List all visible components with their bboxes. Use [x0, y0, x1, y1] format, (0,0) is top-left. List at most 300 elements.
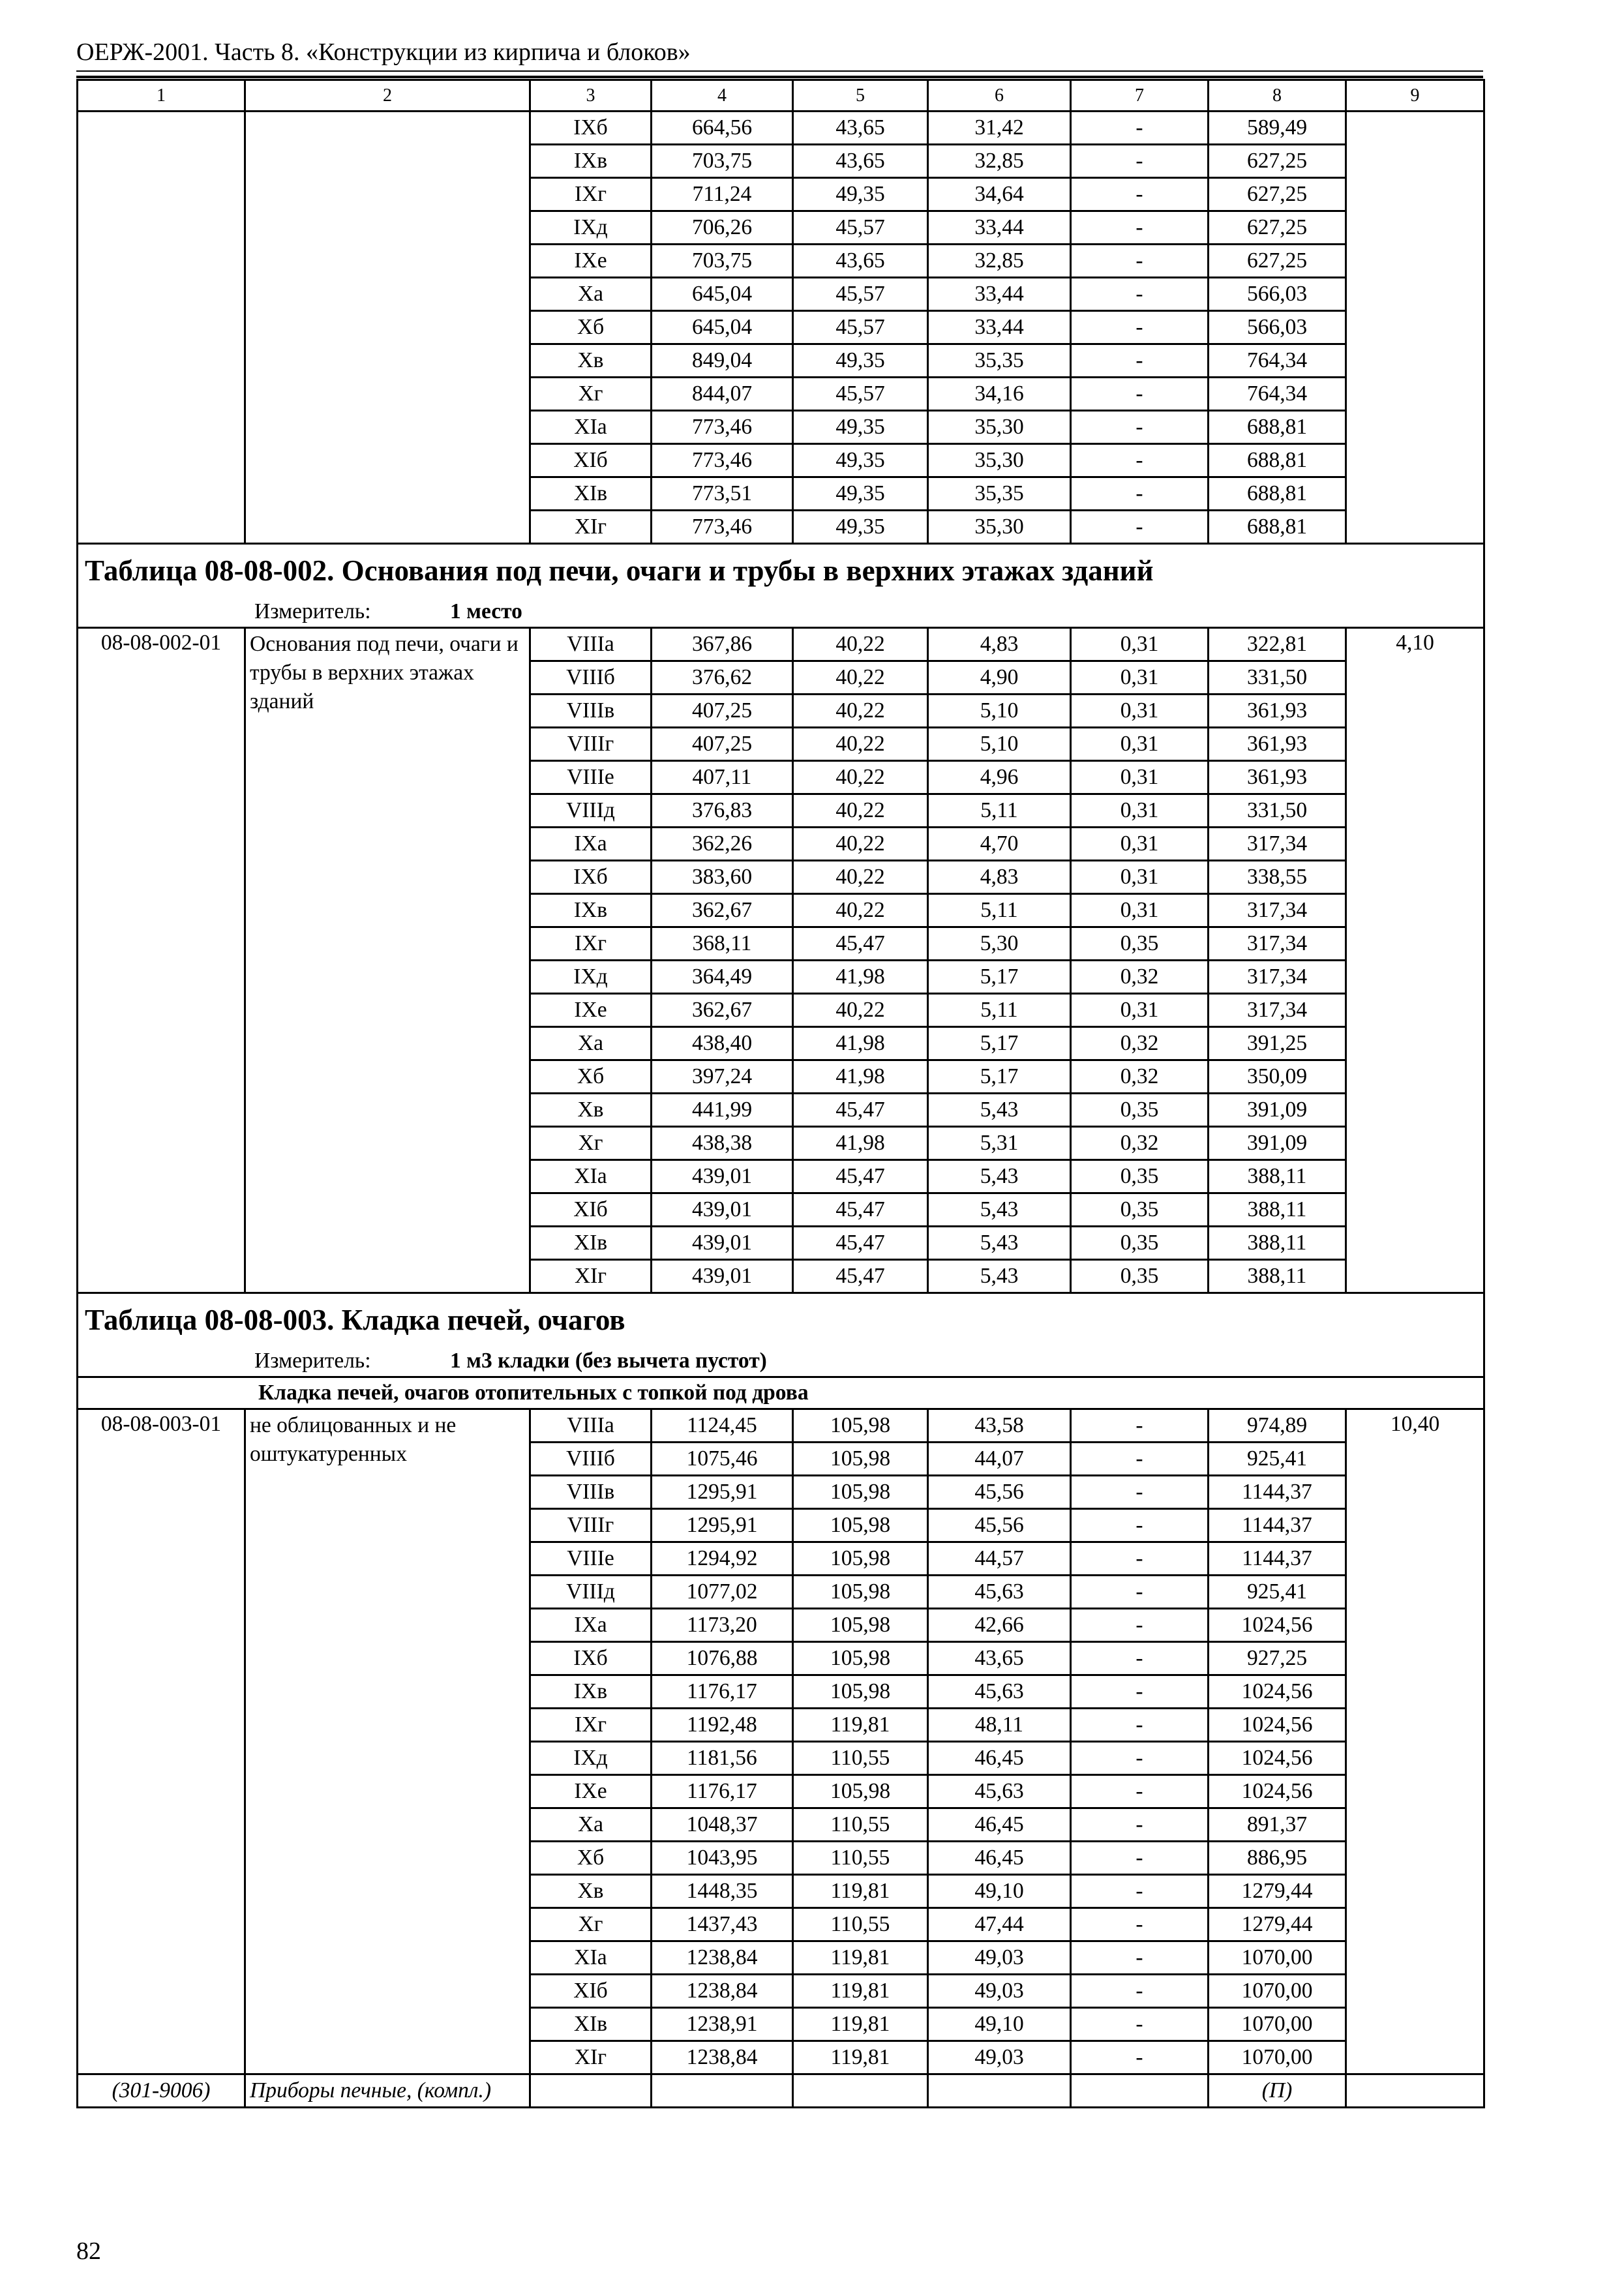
- table-cell: 361,93: [1209, 728, 1346, 761]
- table-cell: Xа: [530, 278, 652, 311]
- table-cell: 5,10: [928, 695, 1071, 728]
- table-cell: 4,83: [928, 861, 1071, 894]
- table-cell: 43,58: [928, 1409, 1071, 1443]
- measure-row: [78, 1346, 1484, 1377]
- table-cell: 4,70: [928, 828, 1071, 861]
- table-cell: -: [1071, 1443, 1209, 1476]
- table-cell: 0,32: [1071, 1127, 1209, 1160]
- empty-cell: [245, 112, 530, 544]
- table-cell: 1024,56: [1209, 1709, 1346, 1742]
- table-cell: 0,35: [1071, 927, 1209, 961]
- table-cell: 764,34: [1209, 344, 1346, 378]
- table-cell: 773,46: [652, 444, 793, 477]
- table-cell: -: [1071, 1808, 1209, 1842]
- table-cell: 441,99: [652, 1094, 793, 1127]
- table-cell: XIг: [530, 511, 652, 544]
- table-cell: 0,31: [1071, 861, 1209, 894]
- column-number: 8: [1209, 80, 1346, 112]
- table-cell: 925,41: [1209, 1443, 1346, 1476]
- table-cell: -: [1071, 1409, 1209, 1443]
- table-cell: 1176,17: [652, 1775, 793, 1808]
- table-cell: Xг: [530, 1908, 652, 1941]
- table-cell: 1048,37: [652, 1808, 793, 1842]
- table-cell: 886,95: [1209, 1842, 1346, 1875]
- table-cell: Xг: [530, 1127, 652, 1160]
- table-cell: 40,22: [793, 661, 928, 695]
- table-cell: 0,35: [1071, 1260, 1209, 1293]
- table-cell: 322,81: [1209, 628, 1346, 661]
- table-cell: -: [1071, 344, 1209, 378]
- table-cell: 891,37: [1209, 1808, 1346, 1842]
- table-cell: 0,31: [1071, 994, 1209, 1027]
- table-cell: -: [1071, 1509, 1209, 1542]
- table-cell: 1070,00: [1209, 1941, 1346, 1975]
- table-cell: 43,65: [928, 1642, 1071, 1675]
- table-cell: 317,34: [1209, 961, 1346, 994]
- table-cell: IXб: [530, 861, 652, 894]
- table-cell: 331,50: [1209, 794, 1346, 828]
- table-cell: VIIIе: [530, 761, 652, 794]
- column-number: 9: [1346, 80, 1484, 112]
- table-cell: 1144,37: [1209, 1542, 1346, 1576]
- table-title-row: [78, 544, 1484, 597]
- table-cell: VIIIг: [530, 1509, 652, 1542]
- table-cell: 45,57: [793, 278, 928, 311]
- table-cell: 41,98: [793, 961, 928, 994]
- table-cell: 566,03: [1209, 311, 1346, 344]
- table-cell: XIв: [530, 2008, 652, 2041]
- table-cell: 407,25: [652, 695, 793, 728]
- table-cell: 1238,84: [652, 2041, 793, 2074]
- table-cell: 688,81: [1209, 411, 1346, 444]
- table-cell: -: [1071, 444, 1209, 477]
- table-cell: 32,85: [928, 145, 1071, 178]
- table-cell: 0,31: [1071, 728, 1209, 761]
- table-cell: 105,98: [793, 1609, 928, 1642]
- column-number: 6: [928, 80, 1071, 112]
- table-cell: -: [1071, 1609, 1209, 1642]
- table-cell: 49,35: [793, 344, 928, 378]
- table-cell: 764,34: [1209, 378, 1346, 411]
- table-cell: 40,22: [793, 894, 928, 927]
- table-cell: VIIIг: [530, 728, 652, 761]
- table-cell: VIIIа: [530, 1409, 652, 1443]
- table-cell: -: [1071, 1775, 1209, 1808]
- table-cell: 645,04: [652, 278, 793, 311]
- table-cell: 927,25: [1209, 1642, 1346, 1675]
- page-number: 82: [76, 2237, 101, 2265]
- table-cell: 40,22: [793, 628, 928, 661]
- table-cell: 35,35: [928, 344, 1071, 378]
- table-cell: 45,47: [793, 927, 928, 961]
- table-cell: 1437,43: [652, 1908, 793, 1941]
- table-cell: IXг: [530, 927, 652, 961]
- price-table: [76, 79, 1485, 2108]
- table-cell: 0,32: [1071, 1027, 1209, 1060]
- table-cell: 0,31: [1071, 894, 1209, 927]
- table-cell: 711,24: [652, 178, 793, 211]
- table-cell: 773,46: [652, 411, 793, 444]
- table-cell: 45,63: [928, 1775, 1071, 1808]
- resource-description: Приборы печные, (компл.): [245, 2074, 530, 2108]
- table-cell: 566,03: [1209, 278, 1346, 311]
- measure-label: Измеритель:: [254, 599, 371, 623]
- table-cell: 40,22: [793, 861, 928, 894]
- table-cell: 119,81: [793, 1941, 928, 1975]
- table-cell: 41,98: [793, 1127, 928, 1160]
- table-cell: 361,93: [1209, 695, 1346, 728]
- table-cell: XIб: [530, 444, 652, 477]
- table-cell: 439,01: [652, 1260, 793, 1293]
- table-cell: 0,35: [1071, 1160, 1209, 1193]
- table-cell: 1024,56: [1209, 1675, 1346, 1709]
- table-cell: VIIIб: [530, 661, 652, 695]
- table-cell: XIг: [530, 1260, 652, 1293]
- table-cell: 5,10: [928, 728, 1071, 761]
- table-cell: 49,03: [928, 2041, 1071, 2074]
- table-cell: 49,10: [928, 1875, 1071, 1908]
- table-cell: IXе: [530, 994, 652, 1027]
- table-cell: 706,26: [652, 211, 793, 245]
- table-cell: -: [1071, 1908, 1209, 1941]
- table-cell: 1144,37: [1209, 1476, 1346, 1509]
- table-cell: 361,93: [1209, 761, 1346, 794]
- table-cell: 40,22: [793, 828, 928, 861]
- table-cell: 362,67: [652, 894, 793, 927]
- table-cell: 0,32: [1071, 1060, 1209, 1094]
- table-cell: 1238,84: [652, 1975, 793, 2008]
- table-cell: 1448,35: [652, 1875, 793, 1908]
- table-cell: 44,57: [928, 1542, 1071, 1576]
- table-cell: 844,07: [652, 378, 793, 411]
- table-cell: 46,45: [928, 1842, 1071, 1875]
- table-cell: 35,30: [928, 411, 1071, 444]
- table-cell: 35,30: [928, 511, 1071, 544]
- table-cell: -: [1071, 1709, 1209, 1742]
- table-cell: -: [1071, 511, 1209, 544]
- table-cell: 46,45: [928, 1808, 1071, 1842]
- table-cell: 1295,91: [652, 1509, 793, 1542]
- table-cell: 388,11: [1209, 1160, 1346, 1193]
- table-cell: 5,17: [928, 961, 1071, 994]
- measure-value: 1 место: [450, 599, 522, 623]
- table-cell: 1173,20: [652, 1609, 793, 1642]
- table-cell: 0,31: [1071, 628, 1209, 661]
- table-cell: 49,35: [793, 178, 928, 211]
- table-cell: 45,56: [928, 1509, 1071, 1542]
- table-cell: -: [1071, 211, 1209, 245]
- table-cell: 627,25: [1209, 145, 1346, 178]
- table-cell: 438,38: [652, 1127, 793, 1160]
- table-cell: 0,31: [1071, 695, 1209, 728]
- table-cell: 41,98: [793, 1060, 928, 1094]
- table-cell: 664,56: [652, 112, 793, 145]
- table-cell: 1238,91: [652, 2008, 793, 2041]
- table-cell: 1124,45: [652, 1409, 793, 1443]
- table-cell: 105,98: [793, 1443, 928, 1476]
- table-cell: 688,81: [1209, 444, 1346, 477]
- table-cell: 119,81: [793, 1875, 928, 1908]
- table-cell: 45,57: [793, 378, 928, 411]
- table-cell: 773,51: [652, 477, 793, 511]
- table-cell: 45,57: [793, 311, 928, 344]
- table-cell: 0,31: [1071, 661, 1209, 695]
- table-cell: VIIIв: [530, 1476, 652, 1509]
- table-cell: 388,11: [1209, 1227, 1346, 1260]
- table-cell: 105,98: [793, 1675, 928, 1709]
- table-row: [78, 112, 1484, 145]
- table-cell: 368,11: [652, 927, 793, 961]
- empty-cell: [1071, 2074, 1209, 2108]
- table-cell: 0,31: [1071, 828, 1209, 861]
- table-cell: 110,55: [793, 1908, 928, 1941]
- table-cell: 47,44: [928, 1908, 1071, 1941]
- table-cell: XIв: [530, 477, 652, 511]
- table-cell: 105,98: [793, 1542, 928, 1576]
- table-cell: 110,55: [793, 1842, 928, 1875]
- empty-cell: [530, 2074, 652, 2108]
- table-cell: 1070,00: [1209, 2041, 1346, 2074]
- table-cell: Xб: [530, 311, 652, 344]
- table-cell: 703,75: [652, 145, 793, 178]
- table-cell: XIа: [530, 1941, 652, 1975]
- table-cell: 688,81: [1209, 511, 1346, 544]
- table-cell: 383,60: [652, 861, 793, 894]
- table-cell: XIа: [530, 1160, 652, 1193]
- empty-cell: [1346, 112, 1484, 544]
- table-cell: 1295,91: [652, 1476, 793, 1509]
- table-cell: IXб: [530, 112, 652, 145]
- table-cell: 42,66: [928, 1609, 1071, 1642]
- table-subtitle: Кладка печей, очагов отопительных с топкой под дрова: [78, 1377, 1484, 1409]
- table-cell: IXд: [530, 961, 652, 994]
- table-cell: -: [1071, 1975, 1209, 2008]
- table-cell: 105,98: [793, 1476, 928, 1509]
- table-cell: 45,47: [793, 1094, 928, 1127]
- table-cell: 45,47: [793, 1260, 928, 1293]
- table-cell: Xа: [530, 1027, 652, 1060]
- table-cell: 110,55: [793, 1742, 928, 1775]
- table-row: [78, 628, 1484, 661]
- empty-cell: [793, 2074, 928, 2108]
- table-cell: 0,32: [1071, 961, 1209, 994]
- table-cell: 4,90: [928, 661, 1071, 695]
- table-cell: VIIIд: [530, 794, 652, 828]
- table-cell: 105,98: [793, 1642, 928, 1675]
- table-title: Таблица 08-08-003. Кладка печей, очагов: [78, 1293, 1484, 1347]
- table-cell: 627,25: [1209, 211, 1346, 245]
- table-cell: 1144,37: [1209, 1509, 1346, 1542]
- table-cell: 35,30: [928, 444, 1071, 477]
- table-cell: 45,63: [928, 1675, 1071, 1709]
- table-cell: 438,40: [652, 1027, 793, 1060]
- column-number: 4: [652, 80, 793, 112]
- table-cell: 439,01: [652, 1193, 793, 1227]
- table-cell: 40,22: [793, 794, 928, 828]
- table-cell: 1024,56: [1209, 1742, 1346, 1775]
- table-cell: -: [1071, 1542, 1209, 1576]
- table-cell: 33,44: [928, 211, 1071, 245]
- table-cell: Xг: [530, 378, 652, 411]
- table-cell: 388,11: [1209, 1193, 1346, 1227]
- table-cell: -: [1071, 278, 1209, 311]
- table-cell: 1024,56: [1209, 1775, 1346, 1808]
- table-cell: -: [1071, 2041, 1209, 2074]
- page-header: ОЕРЖ-2001. Часть 8. «Конструкции из кирпича и блоков»: [76, 38, 691, 66]
- table-cell: 1294,92: [652, 1542, 793, 1576]
- table-cell: XIб: [530, 1193, 652, 1227]
- table-cell: 0,31: [1071, 761, 1209, 794]
- table-cell: 5,17: [928, 1027, 1071, 1060]
- table-cell: 1192,48: [652, 1709, 793, 1742]
- table-cell: 439,01: [652, 1160, 793, 1193]
- table-cell: 317,34: [1209, 894, 1346, 927]
- table-subtitle-row: [78, 1377, 1484, 1409]
- table-cell: 5,43: [928, 1193, 1071, 1227]
- column-number: 3: [530, 80, 652, 112]
- empty-cell: [928, 2074, 1071, 2108]
- table-cell: 1238,84: [652, 1941, 793, 1975]
- column-number: 2: [245, 80, 530, 112]
- table-cell: IXб: [530, 1642, 652, 1675]
- table-cell: 49,03: [928, 1941, 1071, 1975]
- table-cell: XIв: [530, 1227, 652, 1260]
- table-cell: VIIIв: [530, 695, 652, 728]
- table-cell: 350,09: [1209, 1060, 1346, 1094]
- table-title-row: [78, 1293, 1484, 1347]
- resource-code: (301-9006): [78, 2074, 245, 2108]
- table-cell: XIб: [530, 1975, 652, 2008]
- table-cell: 5,11: [928, 994, 1071, 1027]
- table-cell: -: [1071, 1675, 1209, 1709]
- table-cell: 35,35: [928, 477, 1071, 511]
- table-cell: 1024,56: [1209, 1609, 1346, 1642]
- table-cell: 1279,44: [1209, 1875, 1346, 1908]
- table-cell: 119,81: [793, 2008, 928, 2041]
- table-cell: 110,55: [793, 1808, 928, 1842]
- table-cell: Xа: [530, 1808, 652, 1842]
- table-cell: 388,11: [1209, 1260, 1346, 1293]
- item-description: не облицованных и не оштукатуренных: [245, 1409, 530, 2074]
- table-cell: -: [1071, 411, 1209, 444]
- table-cell: 119,81: [793, 1709, 928, 1742]
- column-number: 5: [793, 80, 928, 112]
- table-cell: 49,35: [793, 511, 928, 544]
- table-cell: 49,35: [793, 444, 928, 477]
- table-cell: 49,03: [928, 1975, 1071, 2008]
- table-cell: IXд: [530, 211, 652, 245]
- table-cell: 407,11: [652, 761, 793, 794]
- table-cell: 46,45: [928, 1742, 1071, 1775]
- table-cell: 33,44: [928, 278, 1071, 311]
- empty-cell: [78, 112, 245, 544]
- table-cell: -: [1071, 1842, 1209, 1875]
- table-cell: 5,43: [928, 1160, 1071, 1193]
- table-cell: 45,56: [928, 1476, 1071, 1509]
- table-cell: IXг: [530, 178, 652, 211]
- table-cell: 376,62: [652, 661, 793, 695]
- table-cell: -: [1071, 311, 1209, 344]
- table-cell: 5,11: [928, 894, 1071, 927]
- table-cell: 5,43: [928, 1260, 1071, 1293]
- table-cell: 1070,00: [1209, 1975, 1346, 2008]
- table-cell: 5,30: [928, 927, 1071, 961]
- table-cell: 43,65: [793, 112, 928, 145]
- table-cell: 105,98: [793, 1409, 928, 1443]
- item-rate: 10,40: [1346, 1409, 1484, 2074]
- table-cell: 40,22: [793, 994, 928, 1027]
- table-cell: 1043,95: [652, 1842, 793, 1875]
- item-rate: 4,10: [1346, 628, 1484, 1293]
- table-cell: VIIIе: [530, 1542, 652, 1576]
- table-cell: 0,31: [1071, 794, 1209, 828]
- table-cell: 119,81: [793, 1975, 928, 2008]
- table-cell: 925,41: [1209, 1576, 1346, 1609]
- table-cell: 34,64: [928, 178, 1071, 211]
- table-cell: 1076,88: [652, 1642, 793, 1675]
- table-cell: 317,34: [1209, 828, 1346, 861]
- table-cell: 1070,00: [1209, 2008, 1346, 2041]
- table-cell: -: [1071, 1476, 1209, 1509]
- table-cell: 391,09: [1209, 1127, 1346, 1160]
- table-cell: 1075,46: [652, 1443, 793, 1476]
- table-cell: 43,65: [793, 245, 928, 278]
- table-cell: IXв: [530, 145, 652, 178]
- table-cell: -: [1071, 1742, 1209, 1775]
- table-cell: Xв: [530, 344, 652, 378]
- table-cell: Xв: [530, 1094, 652, 1127]
- table-cell: 645,04: [652, 311, 793, 344]
- item-code: 08-08-002-01: [78, 628, 245, 1293]
- resource-unit: (П): [1209, 2074, 1346, 2108]
- table-cell: 48,11: [928, 1709, 1071, 1742]
- table-cell: 49,35: [793, 411, 928, 444]
- table-cell: 105,98: [793, 1509, 928, 1542]
- header-rule: [76, 70, 1483, 72]
- table-cell: 49,10: [928, 2008, 1071, 2041]
- table-cell: 1077,02: [652, 1576, 793, 1609]
- table-cell: -: [1071, 378, 1209, 411]
- table-cell: 1181,56: [652, 1742, 793, 1775]
- measure-value: 1 м3 кладки (без вычета пустот): [450, 1349, 767, 1373]
- table-cell: -: [1071, 2008, 1209, 2041]
- table-cell: 1279,44: [1209, 1908, 1346, 1941]
- table-cell: IXд: [530, 1742, 652, 1775]
- table-cell: Xв: [530, 1875, 652, 1908]
- table-cell: 4,83: [928, 628, 1071, 661]
- table-cell: 391,09: [1209, 1094, 1346, 1127]
- table-cell: -: [1071, 145, 1209, 178]
- table-cell: 32,85: [928, 245, 1071, 278]
- empty-cell: [1346, 2074, 1484, 2108]
- table-cell: 688,81: [1209, 477, 1346, 511]
- table-cell: IXе: [530, 245, 652, 278]
- table-cell: -: [1071, 1875, 1209, 1908]
- table-cell: 362,26: [652, 828, 793, 861]
- table-cell: IXе: [530, 1775, 652, 1808]
- table-cell: VIIIа: [530, 628, 652, 661]
- table-cell: 44,07: [928, 1443, 1071, 1476]
- table-cell: 589,49: [1209, 112, 1346, 145]
- table-cell: -: [1071, 245, 1209, 278]
- table-cell: 40,22: [793, 728, 928, 761]
- table-cell: -: [1071, 178, 1209, 211]
- measure-label: Измеритель:: [254, 1349, 371, 1373]
- resource-row: [78, 2074, 1484, 2108]
- table-cell: 439,01: [652, 1227, 793, 1260]
- table-cell: 362,67: [652, 994, 793, 1027]
- table-cell: 331,50: [1209, 661, 1346, 695]
